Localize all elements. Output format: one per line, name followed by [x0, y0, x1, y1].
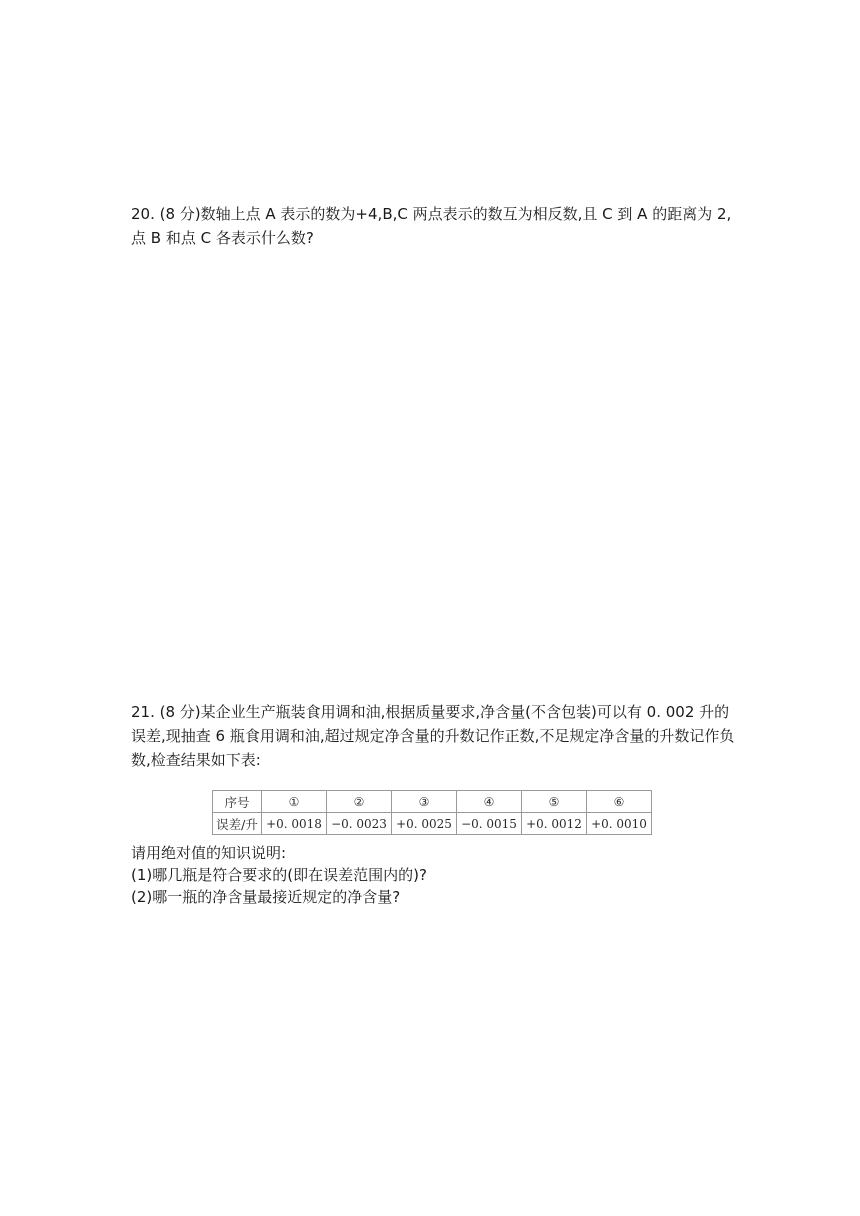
error-table-wrapper [212, 790, 652, 835]
column-label-5: ⑤ [522, 791, 587, 813]
column-label-3: ③ [392, 791, 457, 813]
error-value-2: −0. 0023 [327, 813, 392, 835]
column-label-6: ⑥ [587, 791, 652, 813]
error-value-6: +0. 0010 [587, 813, 652, 835]
column-label-2: ② [327, 791, 392, 813]
error-value-1: +0. 0018 [262, 813, 327, 835]
error-value-3: +0. 0025 [392, 813, 457, 835]
table-header-row [213, 791, 652, 813]
table-row [213, 813, 652, 835]
column-label-4: ④ [457, 791, 522, 813]
error-value-4: −0. 0015 [457, 813, 522, 835]
error-table [212, 790, 652, 835]
question-1-text: (1)哪几瓶是符合要求的(即在误差范围内的)? [131, 866, 427, 884]
problem-20-text: 20. (8 分)数轴上点 A 表示的数为+4,B,C 两点表示的数互为相反数,且 C 到 A 的距离为 2,点 B 和点 C 各表示什么数? [131, 205, 732, 247]
question-2-text: (2)哪一瓶的净含量最接近规定的净含量? [131, 888, 401, 906]
error-value-5: +0. 0012 [522, 813, 587, 835]
problem-21-text: 21. (8 分)某企业生产瓶装食用调和油,根据质量要求,净含量(不含包装)可以有 0. 002 升的误差,现抽查 6 瓶食用调和油,超过规定净含量的升数记作正数,不足规定净含量的升数记作负数,检查结果如下表: [131, 703, 735, 769]
instruction-text: 请用绝对值的知识说明: [131, 844, 287, 862]
row-header-index: 序号 [213, 791, 262, 813]
row-header-error: 误差/升 [213, 813, 262, 835]
column-label-1: ① [262, 791, 327, 813]
